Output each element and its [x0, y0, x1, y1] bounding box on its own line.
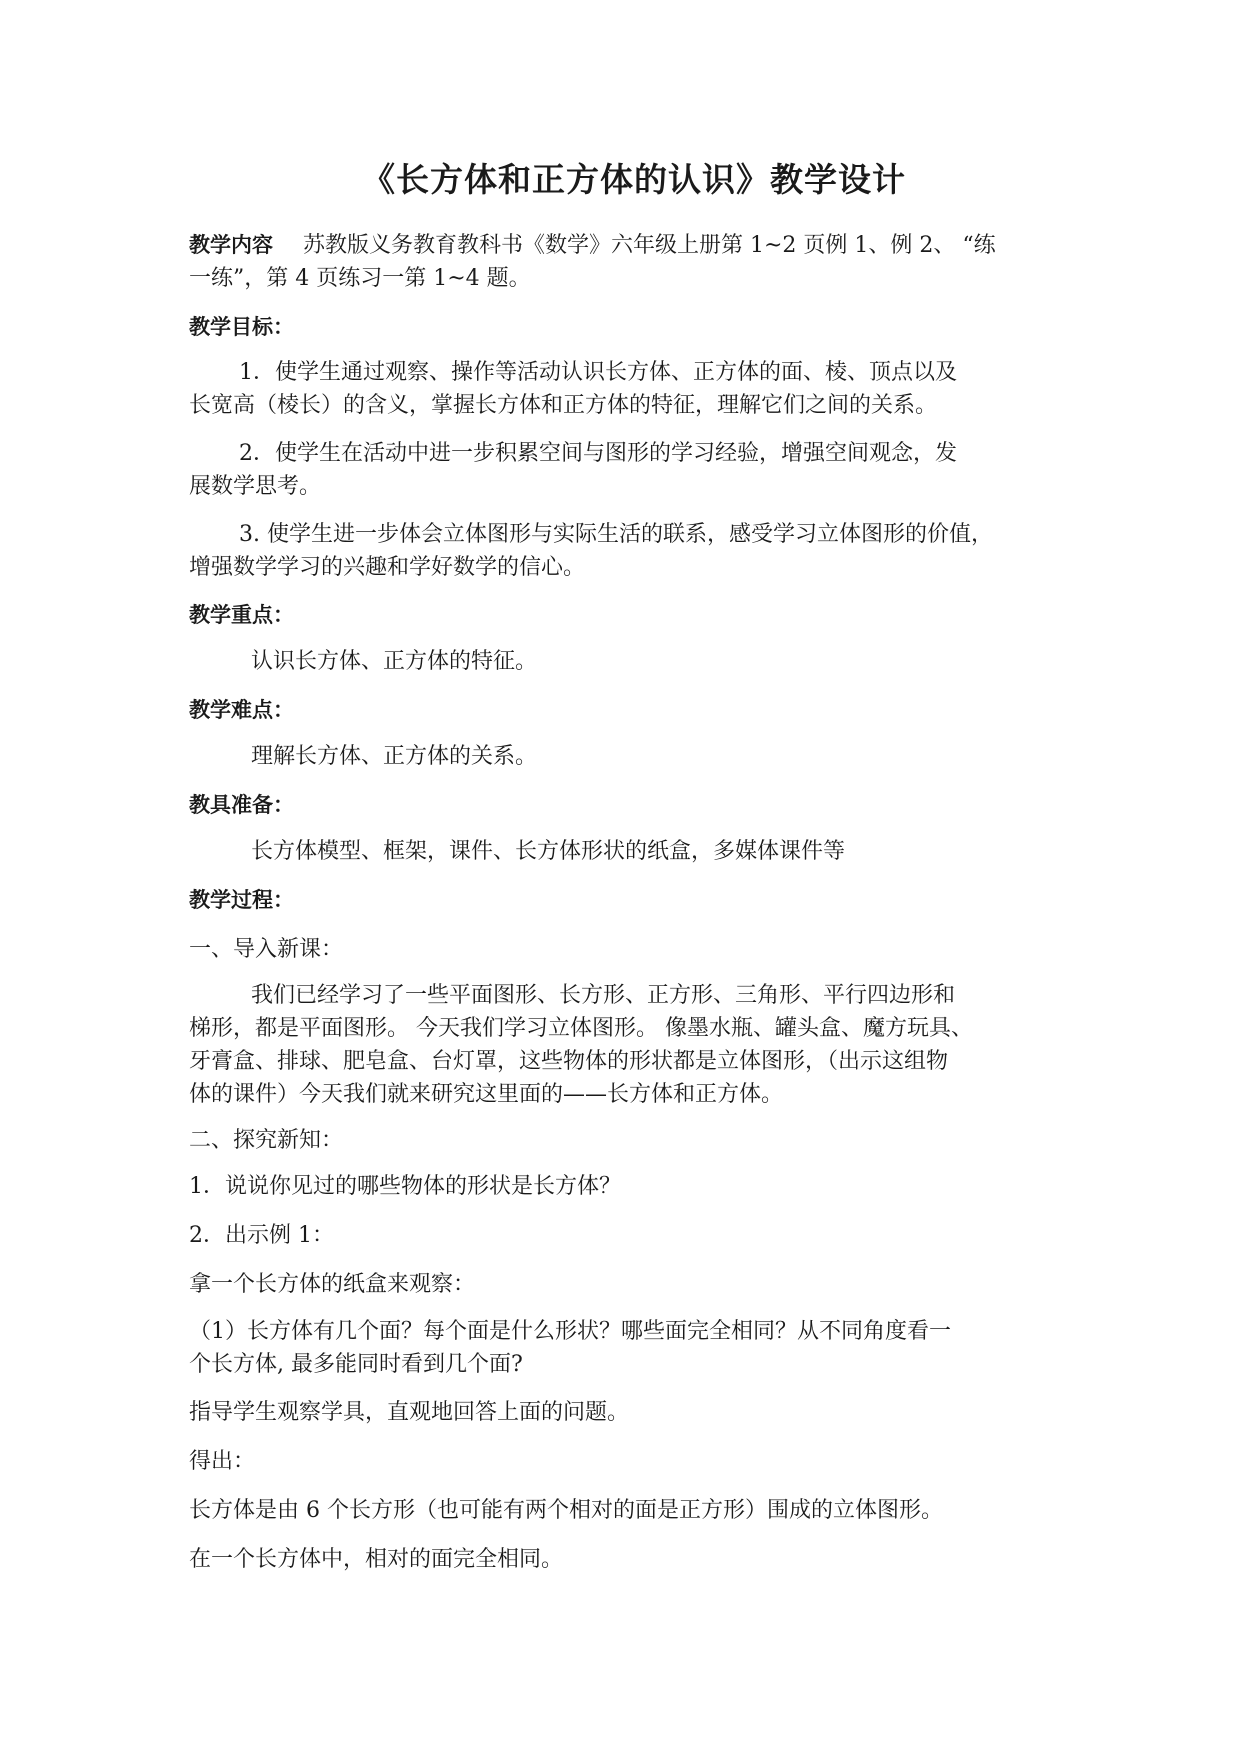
sub-question-1-line-2: 个长方体, 最多能同时看到几个面?: [189, 1352, 523, 1377]
guide-text: 指导学生观察学具，直观地回答上面的问题。: [189, 1400, 630, 1425]
key-point-text: 认识长方体、正方体的特征。: [251, 649, 538, 674]
materials-heading: 教具准备：: [189, 793, 294, 817]
section-1-line-3: 牙膏盒、排球、肥皂盒、台灯罩，这些物体的形状都是立体图形，（出示这组物: [189, 1049, 949, 1074]
question-1: 1．说说你见过的哪些物体的形状是长方体？: [189, 1174, 621, 1199]
question-2: 2．出示例 1：: [189, 1223, 334, 1248]
section-2-title: 二、探究新知：: [189, 1128, 344, 1153]
document-title: 《长方体和正方体的认识》教学设计: [362, 160, 906, 199]
objective-3-line-2: 增强数学学习的兴趣和学好数学的信心。: [189, 555, 586, 580]
sub-question-1: [189, 1315, 1079, 1381]
objective-item-3: [189, 518, 1079, 584]
document-page: [189, 0, 1079, 1754]
key-point-heading: 教学重点：: [189, 603, 294, 627]
observe-instruction: 拿一个长方体的纸盒来观察：: [189, 1272, 476, 1297]
difficulty-heading: 教学难点：: [189, 698, 294, 722]
objective-3-line-1: 3. 使学生进一步体会立体图形与实际生活的联系，感受学习立体图形的价值，: [239, 522, 993, 547]
conclude-label: 得出：: [189, 1449, 256, 1474]
objective-item-1: [189, 356, 1079, 422]
teaching-content-heading: 教学内容: [189, 233, 273, 257]
section-1-line-2: 梯形，都是平面图形。 今天我们学习立体图形。 像墨水瓶、罐头盒、魔方玩具、: [189, 1016, 973, 1041]
teaching-content-line-1: 苏教版义务教育教科书《数学》六年级上册第 1~2 页例 1、例 2、 “练: [303, 233, 996, 258]
section-1-line-4: 体的课件）今天我们就来研究这里面的——长方体和正方体。: [189, 1082, 784, 1107]
fact-2: 在一个长方体中，相对的面完全相同。: [189, 1547, 564, 1572]
objective-2-line-1: 2．使学生在活动中进一步积累空间与图形的学习经验，增强空间观念，发: [239, 441, 957, 466]
objective-1-line-1: 1．使学生通过观察、操作等活动认识长方体、正方体的面、棱、顶点以及: [239, 360, 957, 385]
objective-1-line-2: 长宽高（棱长）的含义，掌握长方体和正方体的特征，理解它们之间的关系。: [189, 393, 938, 418]
objectives-heading: 教学目标：: [189, 315, 294, 339]
teaching-content-line-2: 一练”，第 4 页练习一第 1~4 题。: [189, 266, 531, 291]
section-1-title: 一、导入新课：: [189, 937, 344, 962]
teaching-content-paragraph: [189, 229, 1079, 295]
difficulty-text: 理解长方体、正方体的关系。: [251, 744, 538, 769]
objective-2-line-2: 展数学思考。: [189, 474, 322, 499]
section-1-line-1: 我们已经学习了一些平面图形、长方形、正方形、三角形、平行四边形和: [251, 983, 956, 1008]
sub-question-1-line-1: （1）长方体有几个面？每个面是什么形状？哪些面完全相同？从不同角度看一: [189, 1319, 951, 1344]
fact-1: 长方体是由 6 个长方形（也可能有两个相对的面是正方形）围成的立体图形。: [189, 1498, 943, 1523]
section-1-paragraph: [189, 979, 1079, 1111]
objective-item-2: [189, 437, 1079, 503]
process-heading: 教学过程：: [189, 888, 294, 912]
materials-text: 长方体模型、框架，课件、长方体形状的纸盒，多媒体课件等: [251, 839, 846, 864]
